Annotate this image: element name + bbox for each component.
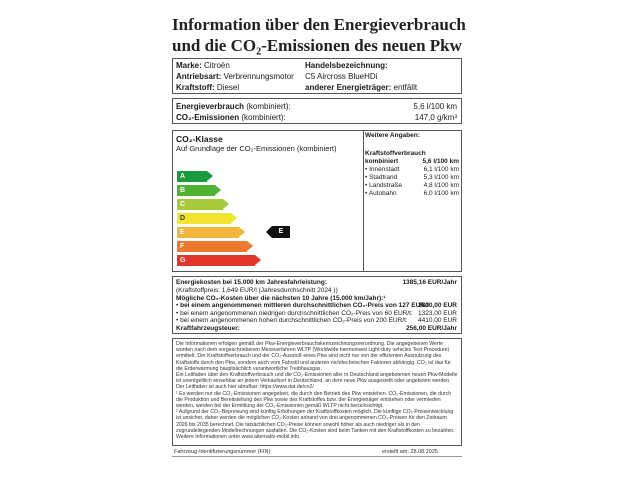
kv-row-value: 6,1 l/100 km (423, 166, 459, 173)
kv-row-value: 5,3 l/100 km (423, 174, 459, 181)
marke-label: Marke: (176, 61, 202, 70)
niedrig-value: 1323,00 EUR (417, 309, 457, 317)
co2-label: CO₂-Emissionen (176, 113, 240, 122)
niedrig-row: • bei einem angenommenen niedrigen durchschnittlichen CO₂-Preis von 60 EUR/t: (176, 309, 413, 317)
mittel-value: 2800,00 EUR (417, 302, 457, 309)
kv-row-kombiniert (365, 158, 459, 166)
energie-value: 5,6 l/100 km (413, 102, 457, 111)
title-line-2: und die CO₂-Emissionen des neuen Pkw (172, 36, 462, 55)
energiekosten-value: 1385,16 EUR/Jahr (402, 279, 457, 286)
kv-label-1: Kraftstoffverbrauch (365, 150, 426, 157)
consumption-box (172, 98, 462, 124)
antrieb-label: Antriebsart: (176, 72, 222, 81)
weitere-title: Weitere Angaben: (365, 132, 420, 139)
co2-note: (kombiniert): (241, 113, 286, 122)
current-class-marker: E (272, 226, 290, 238)
costs-box (172, 276, 462, 334)
mittel-row: • bei einem angenommenen mittleren durchschnittlichen CO₂-Preis von 127 EUR/t (176, 302, 429, 309)
weitere-angaben (365, 132, 461, 198)
kraftstoff-row (176, 82, 239, 93)
kv-table (365, 158, 459, 198)
title-line-1: Information über den Energieverbrauch (172, 15, 466, 34)
co2-value: 147,0 g/km³ (414, 113, 457, 122)
marke-row (176, 60, 230, 71)
antrieb-row (176, 71, 294, 82)
kraftstoff-value: Diesel (216, 83, 240, 92)
class-bar-g: G (177, 255, 255, 266)
co2-class-title: CO₂-Klasse (176, 134, 223, 144)
kv-row-value: 4,8 l/100 km (423, 182, 459, 189)
steuer-label: Kraftfahrzeugsteuer: (176, 325, 240, 332)
info-footnote-2: ² Aufgrund der CO₂-Bepreisung sind künftig Erhöhungen der Kraftstoffkosten möglich. Die künftige CO₂-Preisentwicklung ist unsicher, daher werden die möglichen CO₂-Kosten anhand von drei angenommenen CO₂-Preisen für den Zeitraum 2026 bis 2035 berechnet. Die tatsächlichen CO₂-Preise können sowohl höher als auch niedriger als in den zugrundeliegenden Modellrechnungen ausfallen. Die CO₂-Kosten sind beim Tanken mit den Kraftstoffkosten zu bezahlen. Weitere Informationen unter www.alternativ-mobil.info. (176, 409, 455, 441)
info-box (172, 338, 462, 446)
hoch-row: • bei einem angenommenen hohen durchschnittlichen CO₂-Preis von 200 EUR/t: (176, 317, 408, 324)
footer-line (172, 456, 462, 457)
handels-value: C5 Aircross BlueHDi (305, 72, 378, 81)
page-title (172, 14, 612, 56)
anderer-row (305, 82, 417, 93)
erstellt-date: erstellt am: 28.08.2025 (382, 449, 438, 455)
energiekosten-label: Energiekosten bei 15.000 km Jahresfahrleistung: (176, 279, 328, 286)
fin-label: Fahrzeug-Identifizierungsnummer (FIN): (174, 449, 272, 455)
kv-row-label: Stadtrand (369, 174, 398, 181)
kv-row: • Innenstadt 6,1 l/100 km (365, 166, 459, 173)
hoch-value: 4410,00 EUR (417, 317, 457, 324)
kraftstoffpreis: (Kraftstoffpreis: 1,649 EUR/l (Jahresdurchschnitt 2024 )) (176, 287, 338, 294)
handels-label: Handelsbezeichnung: (305, 61, 388, 70)
kv-row: • Autobahn 6,0 l/100 km (365, 190, 459, 197)
antrieb-value: Verbrennungsmotor (223, 72, 294, 81)
anderer-value: entfällt (393, 83, 418, 92)
class-bar-f: F (177, 241, 247, 252)
kv-row: • Landstraße 4,8 l/100 km (365, 182, 459, 189)
mittel-text: bei einem angenommenen mittleren durchschnittlichen CO₂-Preis von 127 EUR/t (180, 302, 429, 309)
kv-row: • Stadtrand 5,3 l/100 km (365, 174, 459, 181)
info-paragraph-2: Ein Leitfaden über den Kraftstoffverbrauch und die CO₂-Emissionen aller in Deutschland angebotenen neuen Pkw-Modelle ist unentgeltlich einsehbar an jedem Verkaufsort in Deutschland, an dem neue Pkw ausgestellt oder angeboten werden. Der Leitfaden ist auch hier abrufbar: https://www.dat.de/co2/ (176, 372, 458, 391)
info-footnote-1: ¹ Es werden nur die CO₂-Emissionen angegeben, die durch den Betrieb des Pkw entstehen. CO₂-Emissionen, die durch die Produktion und Bereitstellung des Pkw sowie des Kraftstoffes bzw. der Energieträger entstehen oder vermieden werden, werden bei der Ermittlung der CO₂-Emissionen gemäß WLTP nicht berücksichtigt. (176, 390, 452, 410)
class-bar-e: E (177, 227, 239, 238)
energie-label: Energieverbrauch (176, 102, 245, 111)
kv-row-label: Landstraße (369, 182, 402, 189)
kv-label-2: kombiniert (365, 158, 399, 165)
energie-row (176, 101, 291, 112)
kraftstoff-label: Kraftstoff: (176, 83, 215, 92)
energie-note: (kombiniert): (246, 102, 291, 111)
info-paragraph-1: Die Informationen erfolgen gemäß der Pkw-Energieverbrauchskennzeichnungsverordnung. Die angegebenen Werte wurden nach dem vorgeschriebenen Messverfahren WLTP (Worldwide harmonised Light-duty vehicles Test Procedure) ermittelt. Der Kraftstoffverbrauch und der CO₂-Ausstoß eines Pkw sind nicht nur von der effizienten Ausnutzung des Kraftstoffs durch den Pkw, sondern auch vom Fahrstil und anderen nichttechnischen Faktoren abhängig. CO₂ ist das für die Erderwärmung hauptsächlich verantwortliche Treibhausgas. (176, 341, 451, 372)
class-bar-d: D (177, 213, 231, 224)
class-bar-a: A (177, 171, 207, 182)
class-bar-b: B (177, 185, 215, 196)
kv-row-label: Innenstadt (369, 166, 400, 173)
vehicle-info-box (172, 58, 462, 94)
moegliche-co2-label: Mögliche CO₂-Kosten über die nächsten 10 Jahre (15.000 km/Jahr):¹ (176, 294, 386, 302)
co2-row (176, 112, 286, 123)
kv-row-label: Autobahn (368, 190, 397, 197)
kv-row-value: 6,0 l/100 km (423, 190, 459, 197)
hoch-text: bei einem angenommenen hohen durchschnittlichen CO₂-Preis von 200 EUR/t: (180, 317, 408, 324)
kv-value: 5,6 l/100 km (422, 158, 459, 165)
co2-class-subtitle: Auf Grundlage der CO₂-Emissionen (kombiniert) (176, 144, 337, 153)
steuer-value: 256,00 EUR/Jahr (406, 325, 457, 332)
anderer-label: anderer Energieträger: (305, 83, 392, 92)
class-bar-c: C (177, 199, 223, 210)
marke-value: Citroën (204, 61, 230, 70)
niedrig-text: bei einem angenommenen niedrigen durchschnittlichen CO₂-Preis von 60 EUR/t: (180, 309, 413, 317)
